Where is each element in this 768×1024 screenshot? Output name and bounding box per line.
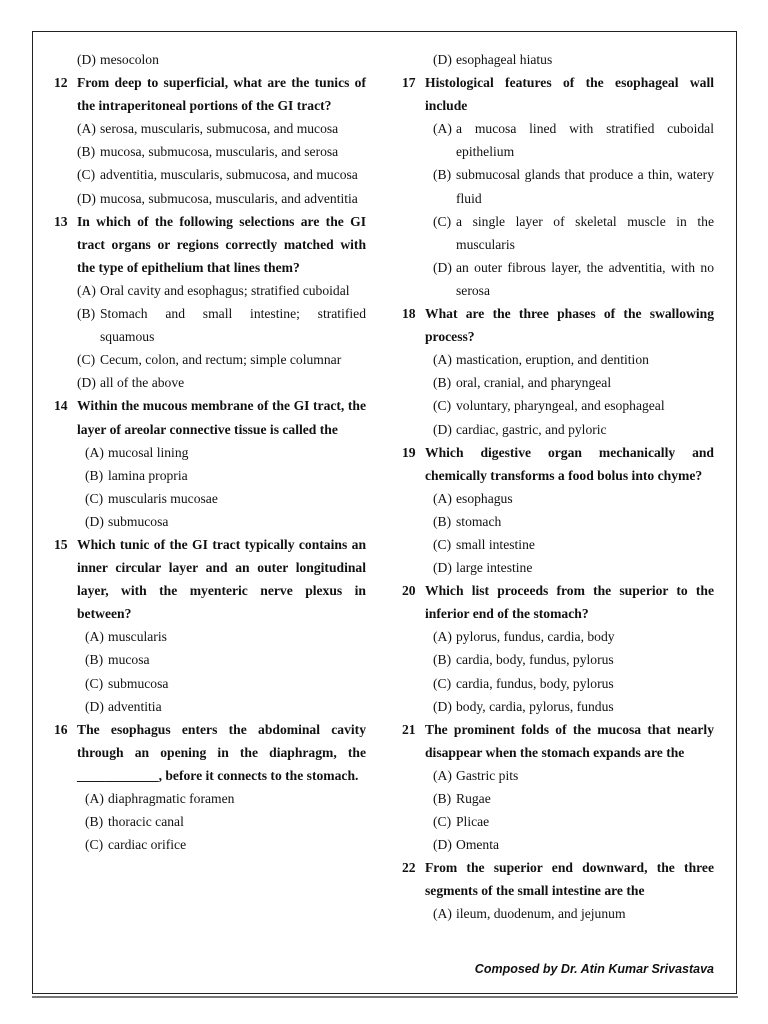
answer-option bbox=[402, 394, 714, 417]
option-text: pylorus, fundus, cardia, body bbox=[456, 629, 615, 645]
option-text: ileum, duodenum, and jejunum bbox=[456, 906, 626, 922]
question-14 bbox=[54, 394, 366, 440]
option-text: cardia, fundus, body, pylorus bbox=[456, 675, 614, 691]
option-label: (C) bbox=[85, 675, 104, 691]
option-label: (C) bbox=[433, 398, 452, 414]
answer-option bbox=[54, 48, 366, 71]
option-label: (D) bbox=[433, 52, 452, 67]
option-label: (C) bbox=[77, 352, 96, 368]
page-bottom-rule bbox=[32, 996, 738, 998]
option-label: (D) bbox=[85, 513, 104, 529]
option-text: cardiac, gastric, and pyloric bbox=[456, 421, 607, 437]
answer-option bbox=[402, 787, 714, 810]
option-text: body, cardia, pylorus, fundus bbox=[456, 698, 614, 714]
question-number: 22 bbox=[402, 860, 416, 876]
answer-option bbox=[402, 348, 714, 371]
option-label: (D) bbox=[77, 375, 96, 391]
answer-option bbox=[402, 833, 714, 856]
question-19 bbox=[402, 441, 714, 487]
option-text: muscularis mucosae bbox=[108, 490, 218, 506]
answer-option bbox=[54, 833, 366, 856]
answer-option bbox=[402, 672, 714, 695]
option-label: (D) bbox=[433, 698, 452, 714]
option-text: Stomach and small intestine; stratified squamous bbox=[100, 306, 366, 345]
answer-option bbox=[402, 163, 714, 209]
option-label: (D) bbox=[433, 837, 452, 853]
option-text: cardiac orifice bbox=[108, 837, 187, 853]
question-number: 18 bbox=[402, 306, 416, 322]
option-label: (D) bbox=[85, 698, 104, 714]
question-15 bbox=[54, 533, 366, 625]
option-text: diaphragmatic foramen bbox=[108, 791, 235, 806]
option-text: submucosa bbox=[108, 513, 169, 529]
right-column bbox=[402, 48, 714, 926]
answer-option bbox=[402, 533, 714, 556]
option-text: mucosal lining bbox=[108, 444, 189, 460]
question-number: 12 bbox=[54, 75, 68, 91]
question-text: The prominent folds of the mucosa that nearly disappear when the stomach expands are the bbox=[425, 721, 714, 760]
option-text: small intestine bbox=[456, 536, 535, 552]
option-text: mastication, eruption, and dentition bbox=[456, 352, 649, 368]
option-label: (A) bbox=[77, 282, 96, 298]
option-text: mucosa, submucosa, muscularis, and serosa bbox=[100, 144, 339, 160]
answer-option bbox=[402, 764, 714, 787]
answer-option bbox=[54, 648, 366, 671]
option-text: mucosa bbox=[108, 652, 150, 668]
question-20 bbox=[402, 579, 714, 625]
option-label: (A) bbox=[433, 906, 452, 922]
option-label: (B) bbox=[85, 814, 104, 830]
answer-option bbox=[402, 625, 714, 648]
option-text: Oral cavity and esophagus; stratified cuboidal bbox=[100, 282, 350, 298]
question-text: From deep to superficial, what are the tunics of the intraperitoneal portions of the GI tract? bbox=[77, 75, 366, 114]
answer-option bbox=[54, 302, 366, 348]
option-text: lamina propria bbox=[108, 467, 188, 483]
option-label: (B) bbox=[433, 652, 452, 668]
option-label: (A) bbox=[433, 121, 452, 137]
option-label: (D) bbox=[433, 259, 452, 275]
question-text: What are the three phases of the swallowing process? bbox=[425, 306, 714, 345]
answer-option bbox=[54, 464, 366, 487]
option-label: (B) bbox=[433, 167, 452, 183]
option-label: (A) bbox=[433, 767, 452, 783]
option-label: (A) bbox=[85, 629, 104, 645]
option-label: (C) bbox=[433, 675, 452, 691]
footer-credit: Composed by Dr. Atin Kumar Srivastava bbox=[474, 962, 714, 976]
question-number: 14 bbox=[54, 398, 68, 414]
answer-option bbox=[402, 695, 714, 718]
answer-option bbox=[402, 418, 714, 441]
question-text: In which of the following selections are the GI tract organs or regions correctly matched with the type of epithelium that lines them? bbox=[77, 213, 366, 275]
answer-option bbox=[54, 510, 366, 533]
answer-option bbox=[402, 648, 714, 671]
answer-option bbox=[54, 487, 366, 510]
left-column bbox=[54, 48, 366, 856]
option-label: (A) bbox=[433, 629, 452, 645]
option-label: (A) bbox=[77, 121, 96, 137]
answer-option bbox=[54, 187, 366, 210]
option-label: (D) bbox=[77, 190, 96, 206]
option-text: a mucosa lined with stratified cuboidal epithelium bbox=[456, 121, 714, 160]
answer-option bbox=[54, 695, 366, 718]
question-text: Which digestive organ mechanically and chemically transforms a food bolus into chyme? bbox=[425, 444, 714, 483]
answer-option bbox=[402, 256, 714, 302]
answer-option bbox=[402, 487, 714, 510]
option-text: serosa, muscularis, submucosa, and mucosa bbox=[100, 121, 339, 137]
answer-option bbox=[54, 117, 366, 140]
option-text: Omenta bbox=[456, 837, 500, 853]
option-label: (B) bbox=[433, 513, 452, 529]
option-text: cardia, body, fundus, pylorus bbox=[456, 652, 614, 668]
option-text: an outer fibrous layer, the adventitia, with no serosa bbox=[456, 259, 714, 298]
answer-option bbox=[54, 163, 366, 186]
option-text: thoracic canal bbox=[108, 814, 184, 830]
answer-option bbox=[402, 510, 714, 533]
answer-option bbox=[54, 279, 366, 302]
option-label: (C) bbox=[433, 814, 452, 830]
option-label: (C) bbox=[77, 167, 96, 183]
option-text: mesocolon bbox=[100, 52, 159, 67]
option-label: (A) bbox=[433, 352, 452, 368]
question-22 bbox=[402, 856, 714, 902]
option-label: (D) bbox=[433, 560, 452, 576]
option-text: oral, cranial, and pharyngeal bbox=[456, 375, 612, 391]
option-text: Plicae bbox=[456, 814, 490, 830]
question-number: 20 bbox=[402, 583, 416, 599]
option-text: Cecum, colon, and rectum; simple columnar bbox=[100, 352, 342, 368]
answer-option bbox=[54, 371, 366, 394]
option-text: stomach bbox=[456, 513, 502, 529]
option-text: esophagus bbox=[456, 490, 513, 506]
option-text: all of the above bbox=[100, 375, 185, 391]
question-21 bbox=[402, 718, 714, 764]
answer-option bbox=[402, 48, 714, 71]
option-text: a single layer of skeletal muscle in the muscularis bbox=[456, 213, 714, 252]
option-label: (A) bbox=[85, 791, 104, 806]
option-label: (A) bbox=[433, 490, 452, 506]
option-label: (B) bbox=[433, 791, 452, 806]
question-16 bbox=[54, 718, 366, 787]
question-18 bbox=[402, 302, 714, 348]
question-text: From the superior end downward, the three segments of the small intestine are the bbox=[425, 860, 714, 899]
question-text: The esophagus enters the abdominal cavity through an opening in the diaphragm, the ____________, before it connects to the stomach. bbox=[77, 721, 366, 783]
answer-option bbox=[54, 672, 366, 695]
question-text: Within the mucous membrane of the GI tract, the layer of areolar connective tissue is called the bbox=[77, 398, 366, 437]
option-label: (B) bbox=[433, 375, 452, 391]
answer-option bbox=[54, 140, 366, 163]
answer-option bbox=[54, 348, 366, 371]
question-text: Which tunic of the GI tract typically contains an inner circular layer and an outer longitudinal layer, with the myenteric nerve plexus in between? bbox=[77, 536, 366, 622]
question-number: 13 bbox=[54, 213, 68, 229]
option-label: (B) bbox=[85, 652, 104, 668]
option-label: (C) bbox=[85, 837, 104, 853]
option-label: (D) bbox=[77, 52, 96, 67]
option-text: Gastric pits bbox=[456, 767, 519, 783]
answer-option bbox=[54, 625, 366, 648]
answer-option bbox=[402, 810, 714, 833]
answer-option bbox=[402, 902, 714, 925]
question-text: Histological features of the esophageal wall include bbox=[425, 75, 714, 114]
option-text: mucosa, submucosa, muscularis, and adventitia bbox=[100, 190, 358, 206]
option-text: adventitia, muscularis, submucosa, and mucosa bbox=[100, 167, 358, 183]
question-17 bbox=[402, 71, 714, 117]
question-number: 16 bbox=[54, 721, 68, 737]
option-text: submucosal glands that produce a thin, watery fluid bbox=[456, 167, 714, 206]
answer-option bbox=[54, 441, 366, 464]
option-label: (B) bbox=[77, 306, 96, 322]
answer-option bbox=[402, 210, 714, 256]
option-label: (C) bbox=[433, 536, 452, 552]
option-text: esophageal hiatus bbox=[456, 52, 553, 67]
answer-option bbox=[402, 371, 714, 394]
option-label: (A) bbox=[85, 444, 104, 460]
option-label: (B) bbox=[85, 467, 104, 483]
answer-option bbox=[402, 556, 714, 579]
question-number: 17 bbox=[402, 75, 416, 91]
answer-option bbox=[54, 810, 366, 833]
answer-option bbox=[402, 117, 714, 163]
question-text: Which list proceeds from the superior to the inferior end of the stomach? bbox=[425, 583, 714, 622]
question-13 bbox=[54, 210, 366, 279]
question-number: 15 bbox=[54, 536, 68, 552]
question-number: 19 bbox=[402, 444, 416, 460]
option-label: (B) bbox=[77, 144, 96, 160]
option-text: voluntary, pharyngeal, and esophageal bbox=[456, 398, 665, 414]
option-text: muscularis bbox=[108, 629, 167, 645]
option-text: adventitia bbox=[108, 698, 162, 714]
question-number: 21 bbox=[402, 721, 416, 737]
option-label: (D) bbox=[433, 421, 452, 437]
question-12 bbox=[54, 71, 366, 117]
option-text: large intestine bbox=[456, 560, 533, 576]
option-text: Rugae bbox=[456, 791, 491, 806]
option-text: submucosa bbox=[108, 675, 169, 691]
option-label: (C) bbox=[433, 213, 452, 229]
answer-option bbox=[54, 787, 366, 810]
option-label: (C) bbox=[85, 490, 104, 506]
